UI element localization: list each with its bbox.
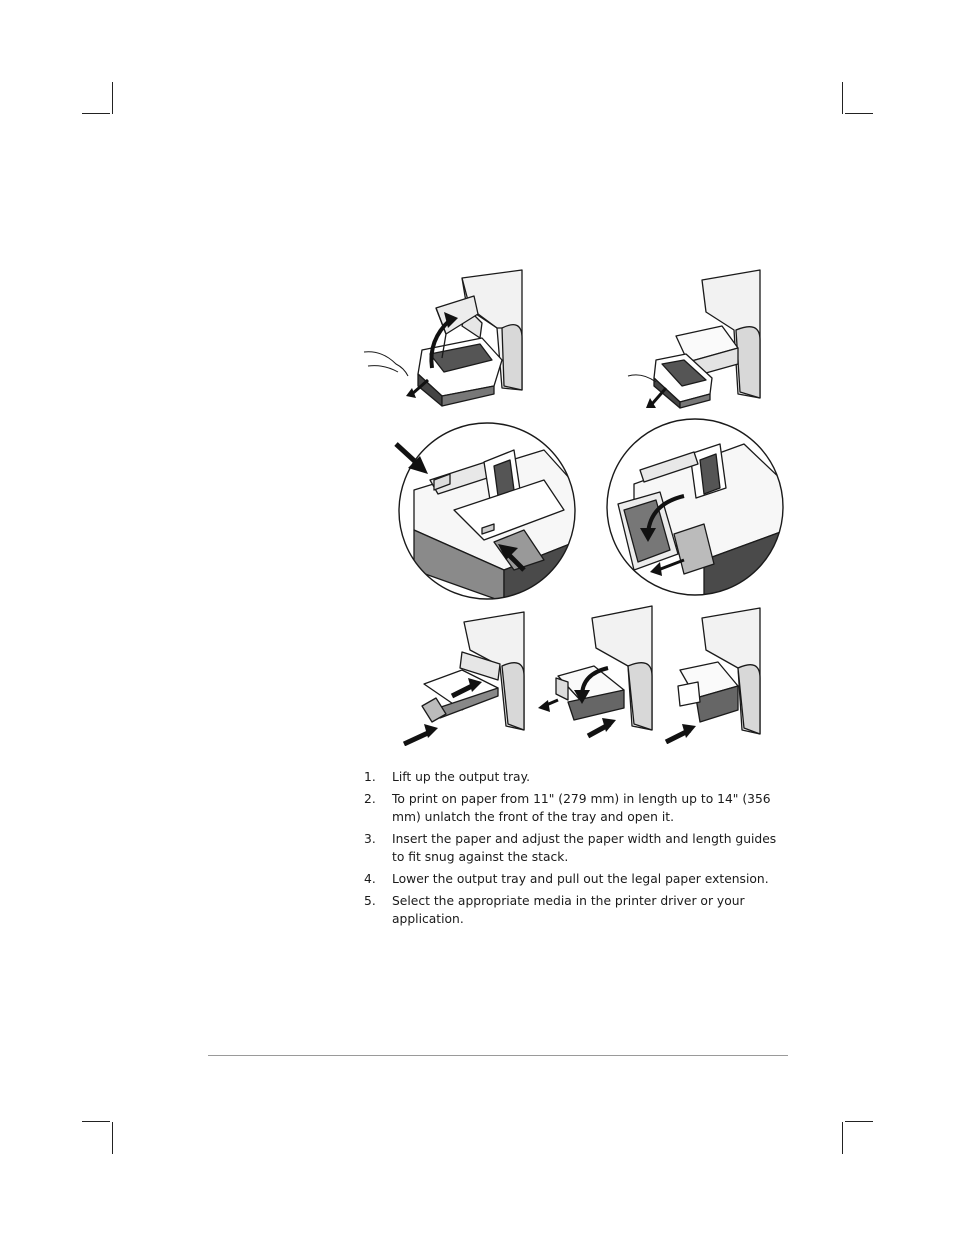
step-item	[364, 830, 784, 866]
crop-mark-top-right-h	[845, 113, 873, 114]
step-text: Lower the output tray and pull out the legal paper extension.	[392, 872, 769, 886]
tray-front-open-closeup-icon	[604, 414, 786, 600]
printer-tray-open-icon	[626, 268, 762, 410]
footer-rule	[208, 1055, 788, 1056]
instruction-steps	[364, 768, 784, 932]
step-item	[364, 768, 784, 786]
crop-mark-top-left-v	[112, 82, 113, 114]
pull-extension-icon	[662, 606, 762, 744]
step-number: 5.	[364, 894, 376, 908]
step-text: Select the appropriate media in the printer driver or your application.	[392, 894, 745, 926]
step-item	[364, 870, 784, 888]
step-number: 4.	[364, 872, 376, 886]
step-item	[364, 892, 784, 928]
tray-latch-closeup-icon	[394, 420, 580, 602]
crop-mark-bottom-right-h	[845, 1121, 873, 1122]
insert-paper-icon	[402, 610, 526, 746]
step-number: 1.	[364, 770, 376, 784]
step-number: 3.	[364, 832, 376, 846]
lower-output-tray-icon	[538, 604, 654, 742]
step-text: Lift up the output tray.	[392, 770, 531, 784]
crop-mark-bottom-left-v	[112, 1122, 113, 1154]
printer-lift-tray-icon	[362, 268, 524, 410]
crop-mark-bottom-left-h	[82, 1121, 110, 1122]
step-item	[364, 790, 784, 826]
crop-mark-bottom-right-v	[842, 1122, 843, 1154]
crop-mark-top-left-h	[82, 113, 110, 114]
crop-mark-top-right-v	[842, 82, 843, 114]
step-number: 2.	[364, 792, 376, 806]
step-text: To print on paper from 11" (279 mm) in length up to 14" (356 mm) unlatch the front of the tray and open it.	[392, 792, 771, 824]
step-text: Insert the paper and adjust the paper width and length guides to fit snug against the stack.	[392, 832, 777, 864]
